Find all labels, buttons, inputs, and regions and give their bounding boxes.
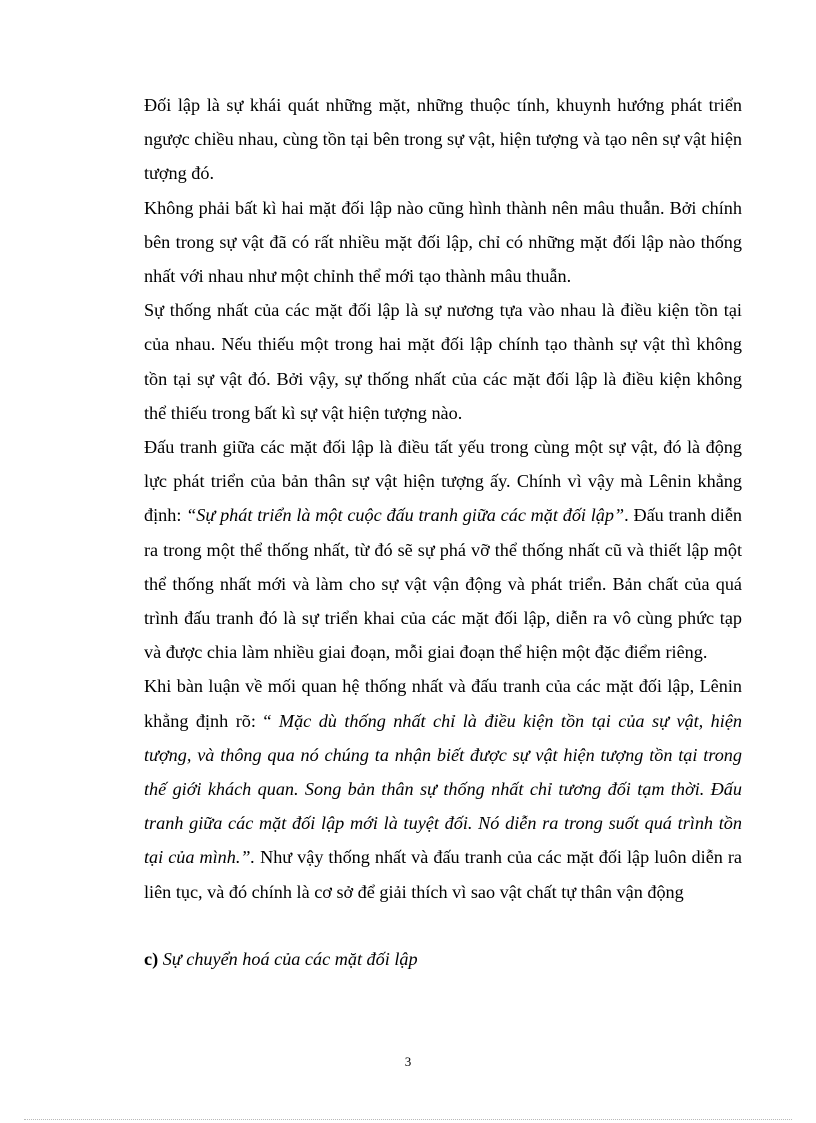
paragraph-struggle [144, 430, 742, 669]
lenin-quote-development: “Sự phát triển là một cuộc đấu tranh giữa các mặt đối lập” [186, 505, 625, 526]
paragraph-struggle-before: Đấu tranh giữa các mặt đối lập là điều tất yếu trong cùng một sự vật, đó là động lực phát triển của bản thân sự vật hiện tượng ấy. Chính vì vậy mà Lênin khẳng định: [144, 437, 742, 526]
section-title: Sự chuyển hoá của các mặt đối lập [162, 949, 418, 969]
paragraph-lenin-relationship [144, 669, 742, 908]
page-bottom-dotted-rule [24, 1119, 792, 1120]
paragraph-contradiction: Không phải bất kì hai mặt đối lập nào cũng hình thành nên mâu thuẫn. Bởi chính bên trong sự vật đã có rất nhiều mặt đối lập, chỉ có những mặt đối lập nào thống nhất với nhau như một chỉnh thể mới tạo thành mâu thuẫn. [144, 197, 742, 287]
body-text [144, 88, 742, 909]
paragraph-lenin-after: Như vậy thống nhất và đấu tranh của các mặt đối lập luôn diễn ra liên tục, và đó chính là cơ sở để giải thích vì sao vật chất tự thân vận động [144, 847, 742, 902]
lenin-quote-unity: Mặc dù thống nhất chỉ là điều kiện tồn tại của sự vật, hiện tượng, và thông qua nó chúng ta nhận biết được sự vật hiện tượng tồn tại trong thế giới khách quan. Song bản thân sự thống nhất chỉ tương đối tạm thời. Đấu tranh giữa các mặt đối lập mới là tuyệt đối. Nó diễn ra trong suốt quá trình tồn tại của mình.”. [144, 710, 742, 868]
page-number: 3 [404, 1054, 412, 1069]
paragraph-lenin-before: Khi bàn luận về mối quan hệ thống nhất và đấu tranh của các mặt đối lập, Lênin khẳng định rõ: “ [144, 676, 742, 731]
paragraph-unity: Sự thống nhất của các mặt đối lập là sự nương tựa vào nhau là điều kiện tồn tại của nhau. Nếu thiếu một trong hai mặt đối lập chính tạo thành sự vật thì không tồn tại sự vật đó. Bởi vậy, sự thống nhất của các mặt đối lập là điều kiện không thể thiếu trong bất kì sự vật hiện tượng nào. [144, 300, 742, 423]
section-heading [144, 944, 418, 974]
paragraph-struggle-after: . Đấu tranh diễn ra trong một thể thống nhất, từ đó sẽ sự phá vỡ thể thống nhất cũ và thiết lập một thể thống nhất mới và làm cho sự vật vận động và phát triển. Bản chất của quá trình đấu tranh đó là sự triển khai của các mặt đối lập, diễn ra vô cùng phức tạp và được chia làm nhiều giai đoạn, mỗi giai đoạn thể hiện một đặc điểm riêng. [144, 505, 743, 663]
section-letter: c) [144, 949, 159, 969]
paragraph-opposites-definition: Đối lập là sự khái quát những mặt, những thuộc tính, khuynh hướng phát triển ngược chiều nhau, cùng tồn tại bên trong sự vật, hiện tượng và tạo nên sự vật hiện tượng đó. [144, 95, 742, 184]
